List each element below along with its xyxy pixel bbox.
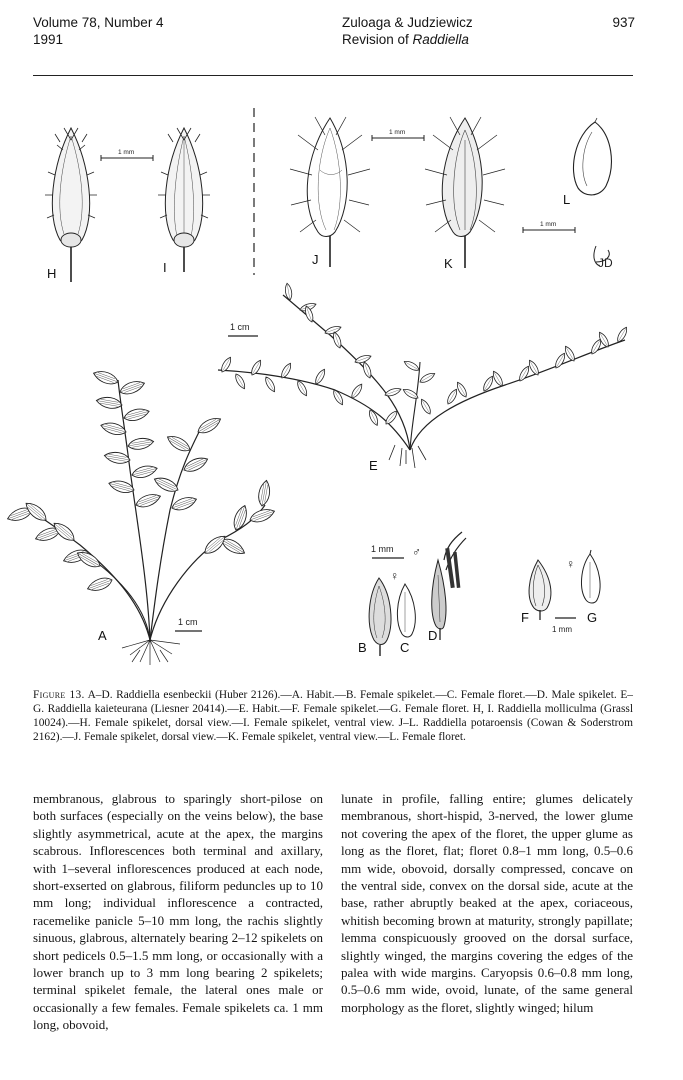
figure-label: Figure 13. — [33, 689, 85, 701]
figure-caption — [33, 688, 633, 744]
article-short-title: Revision of Raddiella — [342, 32, 469, 47]
floret-l-drawing — [573, 118, 611, 195]
running-header-left — [33, 14, 164, 48]
spikelet-d-drawing — [432, 532, 466, 640]
panel-label-c: C — [400, 640, 410, 655]
panel-label-j: J — [312, 252, 319, 267]
panel-label-b: B — [358, 640, 367, 655]
panel-label-f: F — [521, 610, 529, 625]
scale-bar-hi — [101, 149, 153, 161]
genus-name: Raddiella — [412, 32, 469, 47]
spikelet-f-drawing — [529, 560, 551, 620]
running-header-center — [342, 14, 473, 48]
header-rule — [33, 75, 633, 76]
habit-e-drawing — [218, 283, 629, 468]
female-symbol-fg: ♀ — [566, 557, 575, 571]
body-text-left-column: membranous, glabrous to sparingly short-pilose on both surfaces (especially on the veins below), the base slightly asymmetrical, acute at the apex, the margins scabrous. Inflorescences both terminal and axillary, with 1–several inflorescences produced at each node, short-exserted on glabrous, filiform peduncles up to 10 mm long; individual inflorescence a contracted, racemelike panicle 5–10 mm long, the rachis slightly sinuous, glabrous, alternately bearing 2–12 spikelets on short pedicels 0.5–1.5 mm long, or occasionally with a lower branch up to 3 mm long bearing 2 spikelets; terminal spikelet female, the lateral ones male or occasionally a few females. Female spikelets ca. 1 mm long, obovoid, — [33, 791, 323, 1033]
floret-g-drawing — [581, 550, 600, 603]
spikelet-b-drawing — [369, 578, 391, 656]
scale-bar-jk — [372, 129, 424, 141]
spikelet-h-drawing — [45, 128, 97, 282]
scale-label-bcd: 1 mm — [371, 544, 394, 554]
floret-c-drawing — [397, 584, 415, 637]
body-text-right-column: lunate in profile, falling entire; glumes delicately membranous, short-hispid, 3-nerved, the lower glume not covering the apex of the floret, the upper glume as long as the floret, flat; floret 0.8–1 mm long, 0.5–0.6 mm wide, obovoid, dorsally compressed, concave on the ventral side, convex on the dorsal side, acute at the base, rather abruptly beaked at the apex, coriaceous, whitish becoming brown at maturity, strongly papillate; lemma conspicuously grooved on the dorsal surface, slightly winged, the margins covering the edges of the palea with wide margins. Caryopsis 0.6–0.8 mm long, 0.5–0.6 mm wide, ovoid, lunate, of the same general morphology as the floret, slightly winged; hilum — [341, 791, 633, 1015]
page-number: 937 — [612, 15, 635, 30]
panel-labels — [47, 192, 597, 655]
scale-label-fg: 1 mm — [552, 625, 572, 634]
male-symbol: ♂ — [412, 545, 421, 559]
panel-label-d: D — [428, 628, 438, 643]
panel-label-k: K — [444, 256, 453, 271]
scale-label-l: 1 mm — [540, 221, 557, 228]
spikelet-i-drawing — [158, 128, 210, 272]
scale-bar-a — [175, 617, 202, 631]
panel-label-g: G — [587, 610, 598, 625]
scale-label-e: 1 cm — [230, 322, 250, 332]
scale-label-a: 1 cm — [178, 617, 198, 627]
panel-label-h: H — [47, 266, 57, 281]
scale-label-hi: 1 mm — [118, 149, 135, 156]
artist-signature — [594, 246, 613, 270]
female-symbol-b: ♀ — [390, 569, 399, 583]
panel-label-e: E — [369, 458, 378, 473]
svg-text:JD: JD — [598, 256, 613, 270]
panel-label-i: I — [163, 260, 167, 275]
article-authors: Zuloaga & Judziewicz — [342, 15, 473, 30]
habit-a-drawing — [6, 368, 276, 665]
scale-bar-e — [228, 322, 258, 336]
panel-label-l: L — [563, 192, 571, 207]
botanical-figure-13 — [0, 80, 683, 685]
journal-volume: Volume 78, Number 4 — [33, 15, 164, 30]
spikelet-j-drawing — [290, 117, 370, 267]
scale-bar-fg — [552, 557, 576, 634]
panel-label-a: A — [98, 628, 107, 643]
scale-label-jk: 1 mm — [389, 129, 406, 136]
scale-bar-bcd — [371, 544, 421, 583]
journal-year: 1991 — [33, 32, 64, 47]
scale-bar-l — [523, 221, 575, 233]
spikelet-k-drawing — [425, 117, 505, 268]
caption-text: A–D. Raddiella esenbeckii (Huber 2126).—A. Habit.—B. Female spikelet.—C. Female floret.—D. Male spikelet. E–G. Raddiella kaieteurana (Liesner 20414).—E. Habit.—F. Female spikelet.—G. Female floret. H, I. Raddiella molliculma (Grassl 10024).—H. Female spikelet, dorsal view.—I. Female spikelet, ventral view. J–L. Raddiella potaroensis (Cowan & Soderstrom 2162).—J. Female spikelet, dorsal view.—K. Female spikelet, ventral view.—L. Female floret. — [33, 689, 633, 743]
